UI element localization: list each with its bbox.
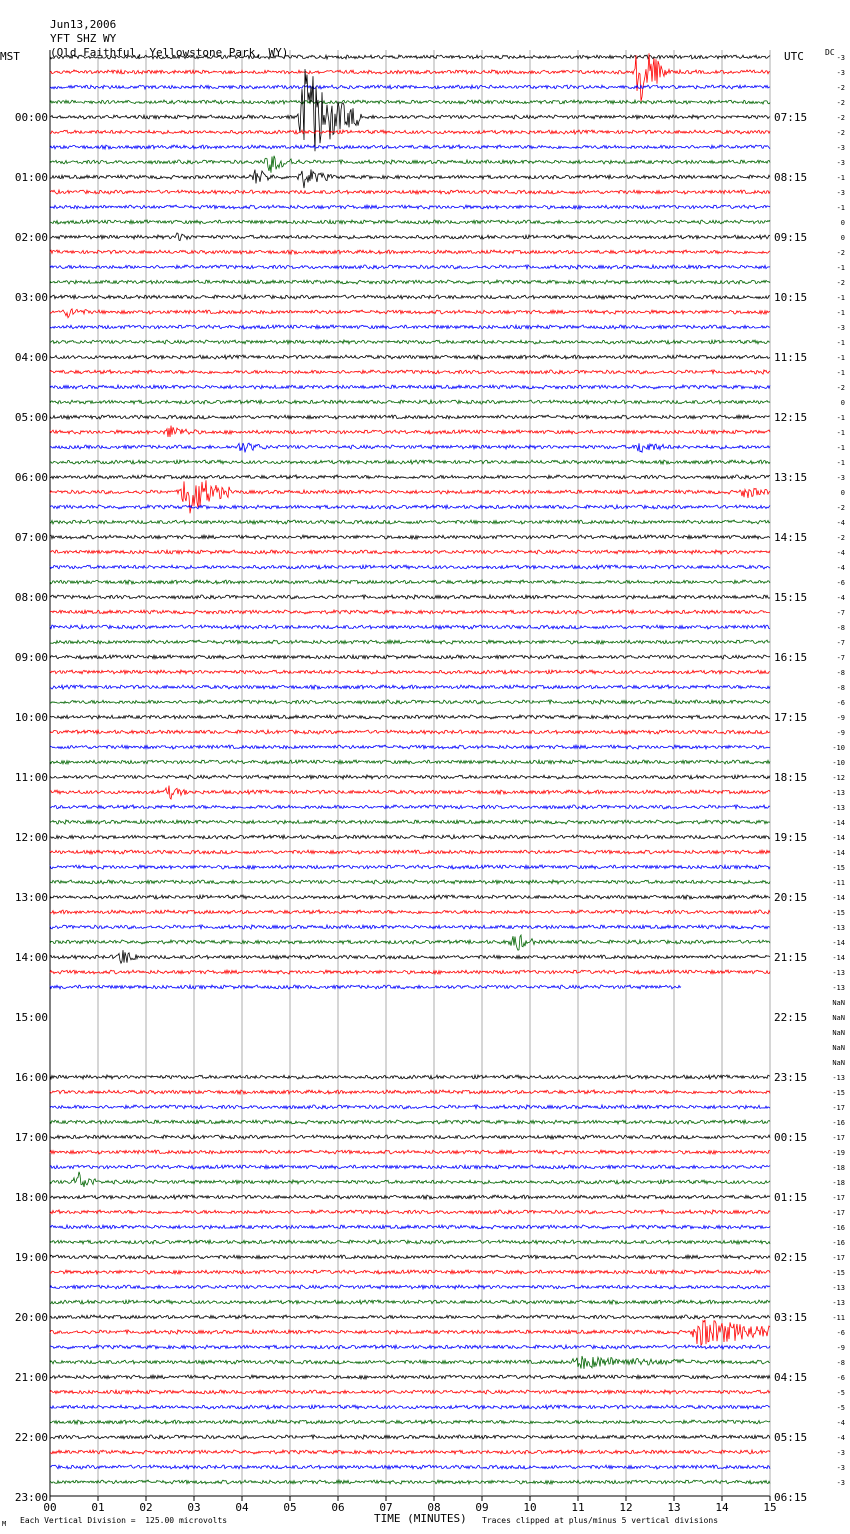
trace-row (50, 535, 770, 539)
dc-offset-value: -3 (836, 324, 845, 332)
dc-offset-value: -14 (832, 834, 845, 842)
dc-offset-value: -19 (832, 1149, 845, 1157)
trace-row (50, 1300, 770, 1304)
dc-offset-value: -1 (836, 429, 845, 437)
scale-note: Each Vertical Division = 125.00 microvolts (20, 1516, 228, 1525)
dc-offset-value: -2 (836, 99, 845, 107)
dc-offset-value: 0 (840, 489, 845, 497)
trace-row (50, 1450, 770, 1454)
utc-hour-label: 18:15 (774, 771, 808, 784)
dc-offset-value: -5 (836, 1404, 845, 1412)
dc-offset-value: NaN (832, 1044, 845, 1052)
dc-offset-value: -1 (836, 204, 845, 212)
utc-hour-label: 09:15 (774, 231, 808, 244)
dc-offset-value: -1 (836, 459, 845, 467)
trace-row (50, 400, 770, 404)
trace-row (50, 655, 770, 659)
dc-offset-value: -8 (836, 684, 845, 692)
dc-offset-value: -3 (836, 189, 845, 197)
dc-offset-value: -3 (836, 1464, 845, 1472)
x-tick-label: 04 (235, 1501, 249, 1514)
trace-row (50, 1320, 770, 1345)
dc-offset-value: -4 (836, 564, 845, 572)
dc-offset-value: -17 (832, 1134, 845, 1142)
utc-hour-label: 11:15 (774, 351, 808, 364)
dc-offset-value: -18 (832, 1164, 845, 1172)
trace-row (50, 1195, 770, 1199)
trace-row (50, 355, 770, 359)
trace-row (50, 156, 770, 173)
trace-row (50, 1150, 770, 1154)
dc-offset-value: -15 (832, 909, 845, 917)
mst-hour-label: 00:00 (14, 111, 48, 124)
trace-row (50, 786, 770, 800)
x-tick-label: 07 (379, 1501, 393, 1514)
mst-hour-label: 06:00 (14, 471, 48, 484)
utc-hour-label: 16:15 (774, 651, 808, 664)
trace-row (50, 970, 770, 974)
dc-offset-value: -17 (832, 1254, 845, 1262)
dc-offset-value: -8 (836, 669, 845, 677)
utc-hour-label: 23:15 (774, 1071, 808, 1084)
trace-row (50, 1240, 770, 1244)
trace-row (50, 820, 770, 824)
dc-offset-value: -16 (832, 1224, 845, 1232)
mst-hour-label: 14:00 (14, 951, 48, 964)
trace-row (50, 69, 770, 151)
trace-row (50, 280, 770, 284)
trace-row (50, 443, 770, 452)
dc-offset-value: -17 (832, 1194, 845, 1202)
x-tick-label: 02 (139, 1501, 153, 1514)
dc-offset-value: -13 (832, 1074, 845, 1082)
x-tick-label: 00 (43, 1501, 57, 1514)
dc-offset-value: -1 (836, 309, 845, 317)
seismic-traces (50, 53, 770, 1484)
dc-offset-value: -1 (836, 354, 845, 362)
dc-offset-value: -6 (836, 579, 845, 587)
mst-hour-label: 19:00 (14, 1251, 48, 1264)
record-date: Jun13,2006 (50, 18, 117, 31)
utc-hour-label: 15:15 (774, 591, 808, 604)
trace-row (50, 1375, 770, 1379)
utc-hour-label: 14:15 (774, 531, 808, 544)
trace-row (50, 640, 770, 644)
x-axis-label: TIME (MINUTES) (374, 1512, 467, 1525)
minute-gridlines (50, 50, 770, 1501)
trace-row (50, 1135, 770, 1139)
trace-row (50, 670, 770, 674)
utc-hour-label: 08:15 (774, 171, 808, 184)
trace-row (50, 1420, 770, 1424)
dc-offset-value: -7 (836, 609, 845, 617)
trace-row (50, 1225, 770, 1229)
utc-axis-label: UTC (784, 50, 804, 63)
dc-offset-value: -13 (832, 1299, 845, 1307)
dc-offset-value: -14 (832, 954, 845, 962)
dc-offset-value: -2 (836, 114, 845, 122)
dc-offset-value: -10 (832, 759, 845, 767)
chart-title (50, 4, 288, 74)
trace-row (50, 850, 770, 854)
utc-hour-label: 01:15 (774, 1191, 808, 1204)
trace-row (50, 685, 770, 689)
dc-offset-value: -6 (836, 1374, 845, 1382)
dc-offset-value: -15 (832, 1269, 845, 1277)
mst-hour-label: 20:00 (14, 1311, 48, 1324)
dc-offset-label: DC (825, 48, 835, 57)
trace-row (50, 1075, 770, 1079)
dc-offset-value: -1 (836, 444, 845, 452)
hour-labels (15, 54, 845, 1514)
trace-row (50, 325, 770, 329)
trace-row (50, 730, 770, 734)
dc-offset-value: -6 (836, 1329, 845, 1337)
trace-row (50, 950, 770, 963)
mst-hour-label: 02:00 (14, 231, 48, 244)
trace-row (50, 550, 770, 554)
dc-offset-value: -3 (836, 144, 845, 152)
trace-row (50, 985, 681, 989)
trace-row (50, 1315, 770, 1319)
dc-offset-value: -11 (832, 1314, 845, 1322)
footer-mark: M (2, 1520, 7, 1528)
dc-offset-value: -15 (832, 1089, 845, 1097)
dc-offset-value: -3 (836, 474, 845, 482)
trace-row (50, 700, 770, 704)
dc-offset-value: -13 (832, 804, 845, 812)
trace-row (50, 835, 770, 839)
dc-offset-value: NaN (832, 1014, 845, 1022)
dc-offset-value: -2 (836, 504, 845, 512)
trace-row (50, 715, 770, 719)
dc-offset-value: 0 (840, 399, 845, 407)
dc-offset-value: -2 (836, 84, 845, 92)
trace-row (50, 565, 770, 569)
utc-hour-label: 04:15 (774, 1371, 808, 1384)
dc-offset-value: 0 (840, 219, 845, 227)
x-tick-label: 13 (667, 1501, 681, 1514)
dc-offset-value: -14 (832, 819, 845, 827)
dc-offset-value: -13 (832, 924, 845, 932)
trace-row (50, 385, 770, 389)
trace-row (50, 1090, 770, 1094)
x-tick-label: 15 (763, 1501, 777, 1514)
trace-row (50, 1165, 770, 1169)
dc-offset-value: -9 (836, 1344, 845, 1352)
trace-row (50, 925, 770, 929)
trace-row (50, 190, 770, 194)
x-tick-label: 11 (571, 1501, 585, 1514)
trace-row (50, 1465, 770, 1469)
utc-hour-label: 13:15 (774, 471, 808, 484)
trace-row (50, 295, 770, 299)
dc-offset-value: -18 (832, 1179, 845, 1187)
clip-note: Traces clipped at plus/minus 5 vertical divisions (482, 1516, 719, 1525)
mst-hour-label: 18:00 (14, 1191, 48, 1204)
dc-offset-value: -14 (832, 939, 845, 947)
utc-hour-label: 22:15 (774, 1011, 808, 1024)
dc-offset-value: -4 (836, 549, 845, 557)
dc-offset-value: -15 (832, 864, 845, 872)
trace-row (50, 1345, 770, 1349)
utc-hour-label: 02:15 (774, 1251, 808, 1264)
dc-offset-value: -4 (836, 594, 845, 602)
trace-row (50, 910, 770, 914)
utc-hour-label: 03:15 (774, 1311, 808, 1324)
dc-offset-value: -3 (836, 1479, 845, 1487)
trace-row (50, 100, 770, 104)
dc-offset-value: -3 (836, 159, 845, 167)
utc-hour-label: 19:15 (774, 831, 808, 844)
trace-row (50, 1480, 770, 1484)
trace-row (50, 1105, 770, 1109)
dc-offset-value: -13 (832, 984, 845, 992)
utc-hour-label: 12:15 (774, 411, 808, 424)
trace-row (50, 309, 770, 318)
dc-offset-value: 0 (840, 234, 845, 242)
trace-row (50, 265, 770, 269)
dc-offset-value: -3 (836, 54, 845, 62)
dc-offset-value: -10 (832, 744, 845, 752)
trace-row (50, 1435, 770, 1439)
dc-offset-value: -2 (836, 249, 845, 257)
dc-offset-value: -7 (836, 639, 845, 647)
trace-row (50, 1172, 770, 1187)
dc-offset-value: -8 (836, 1359, 845, 1367)
trace-row (50, 250, 770, 254)
dc-offset-value: -14 (832, 894, 845, 902)
trace-row (50, 415, 770, 419)
trace-row (50, 895, 770, 899)
dc-offset-value: -16 (832, 1119, 845, 1127)
trace-row (50, 745, 770, 749)
dc-offset-value: NaN (832, 1059, 845, 1067)
utc-hour-label: 07:15 (774, 111, 808, 124)
utc-hour-label: 10:15 (774, 291, 808, 304)
dc-offset-value: -6 (836, 699, 845, 707)
trace-row (50, 1390, 770, 1394)
mst-hour-label: 10:00 (14, 711, 48, 724)
trace-row (50, 370, 770, 374)
trace-row (50, 460, 770, 464)
mst-hour-label: 22:00 (14, 1431, 48, 1444)
dc-offset-value: -1 (836, 414, 845, 422)
dc-offset-value: NaN (832, 999, 845, 1007)
trace-row (50, 426, 770, 437)
x-tick-label: 14 (715, 1501, 729, 1514)
mst-hour-label: 17:00 (14, 1131, 48, 1144)
x-tick-label: 08 (427, 1501, 441, 1514)
mst-axis-label: MST (0, 50, 20, 63)
mst-hour-label: 11:00 (14, 771, 48, 784)
dc-offset-value: -13 (832, 789, 845, 797)
dc-offset-value: -3 (836, 69, 845, 77)
trace-row (50, 1255, 770, 1259)
dc-offset-value: -16 (832, 1239, 845, 1247)
trace-row (50, 145, 770, 149)
trace-row (50, 1285, 770, 1289)
mst-hour-label: 12:00 (14, 831, 48, 844)
utc-hour-label: 17:15 (774, 711, 808, 724)
trace-row (50, 805, 770, 809)
dc-offset-value: -1 (836, 264, 845, 272)
dc-offset-value: -1 (836, 369, 845, 377)
dc-offset-value: -1 (836, 339, 845, 347)
dc-offset-value: -4 (836, 1419, 845, 1427)
mst-hour-label: 08:00 (14, 591, 48, 604)
trace-row (50, 610, 770, 614)
trace-row (50, 625, 770, 629)
dc-offset-value: -2 (836, 279, 845, 287)
trace-row (50, 475, 770, 479)
dc-offset-value: -2 (836, 534, 845, 542)
trace-row (50, 580, 770, 584)
x-tick-label: 10 (523, 1501, 537, 1514)
dc-offset-value: -13 (832, 969, 845, 977)
mst-hour-label: 04:00 (14, 351, 48, 364)
utc-hour-label: 05:15 (774, 1431, 808, 1444)
dc-offset-value: -8 (836, 624, 845, 632)
trace-row (50, 233, 770, 241)
dc-offset-value: -7 (836, 654, 845, 662)
trace-row (50, 760, 770, 764)
x-tick-label: 01 (91, 1501, 105, 1514)
utc-hour-label: 20:15 (774, 891, 808, 904)
trace-row (50, 340, 770, 344)
dc-offset-value: -13 (832, 1284, 845, 1292)
trace-row (50, 220, 770, 224)
utc-hour-label: 06:15 (774, 1491, 808, 1504)
x-tick-label: 06 (331, 1501, 345, 1514)
x-tick-label: 12 (619, 1501, 633, 1514)
dc-offset-value: -1 (836, 294, 845, 302)
dc-offset-value: -12 (832, 774, 845, 782)
mst-hour-label: 09:00 (14, 651, 48, 664)
trace-row (50, 880, 770, 884)
dc-offset-value: NaN (832, 1029, 845, 1037)
dc-offset-value: -9 (836, 714, 845, 722)
trace-row (50, 595, 770, 599)
trace-row (50, 169, 770, 188)
trace-row (50, 865, 770, 869)
mst-hour-label: 16:00 (14, 1071, 48, 1084)
trace-row (50, 205, 770, 209)
trace-row (50, 935, 770, 950)
trace-row (50, 1210, 770, 1214)
trace-row (50, 1356, 770, 1369)
dc-offset-value: -4 (836, 1434, 845, 1442)
mst-hour-label: 23:00 (14, 1491, 48, 1504)
mst-hour-label: 15:00 (14, 1011, 48, 1024)
dc-offset-value: -2 (836, 384, 845, 392)
mst-hour-label: 21:00 (14, 1371, 48, 1384)
trace-row (50, 1120, 770, 1124)
dc-offset-value: -2 (836, 129, 845, 137)
dc-offset-value: -5 (836, 1389, 845, 1397)
trace-row (50, 1270, 770, 1274)
mst-hour-label: 07:00 (14, 531, 48, 544)
trace-row (50, 85, 770, 89)
trace-row (50, 1405, 770, 1409)
utc-hour-label: 21:15 (774, 951, 808, 964)
dc-offset-value: -17 (832, 1209, 845, 1217)
dc-offset-value: -14 (832, 849, 845, 857)
dc-offset-value: -9 (836, 729, 845, 737)
dc-offset-value: -3 (836, 1449, 845, 1457)
mst-hour-label: 03:00 (14, 291, 48, 304)
dc-offset-value: -17 (832, 1104, 845, 1112)
x-tick-label: 09 (475, 1501, 489, 1514)
mst-hour-label: 01:00 (14, 171, 48, 184)
trace-row (50, 520, 770, 524)
trace-row (50, 505, 770, 509)
x-tick-label: 05 (283, 1501, 297, 1514)
mst-hour-label: 05:00 (14, 411, 48, 424)
x-tick-label: 03 (187, 1501, 201, 1514)
dc-offset-value: -1 (836, 174, 845, 182)
dc-offset-value: -11 (832, 879, 845, 887)
trace-row (50, 775, 770, 779)
station-location: (Old Faithful, Yellowstone Park, WY) (50, 46, 289, 59)
station-code: YFT SHZ WY (50, 32, 117, 45)
trace-row (50, 130, 770, 134)
dc-offset-value: -4 (836, 519, 845, 527)
mst-hour-label: 13:00 (14, 891, 48, 904)
utc-hour-label: 00:15 (774, 1131, 808, 1144)
